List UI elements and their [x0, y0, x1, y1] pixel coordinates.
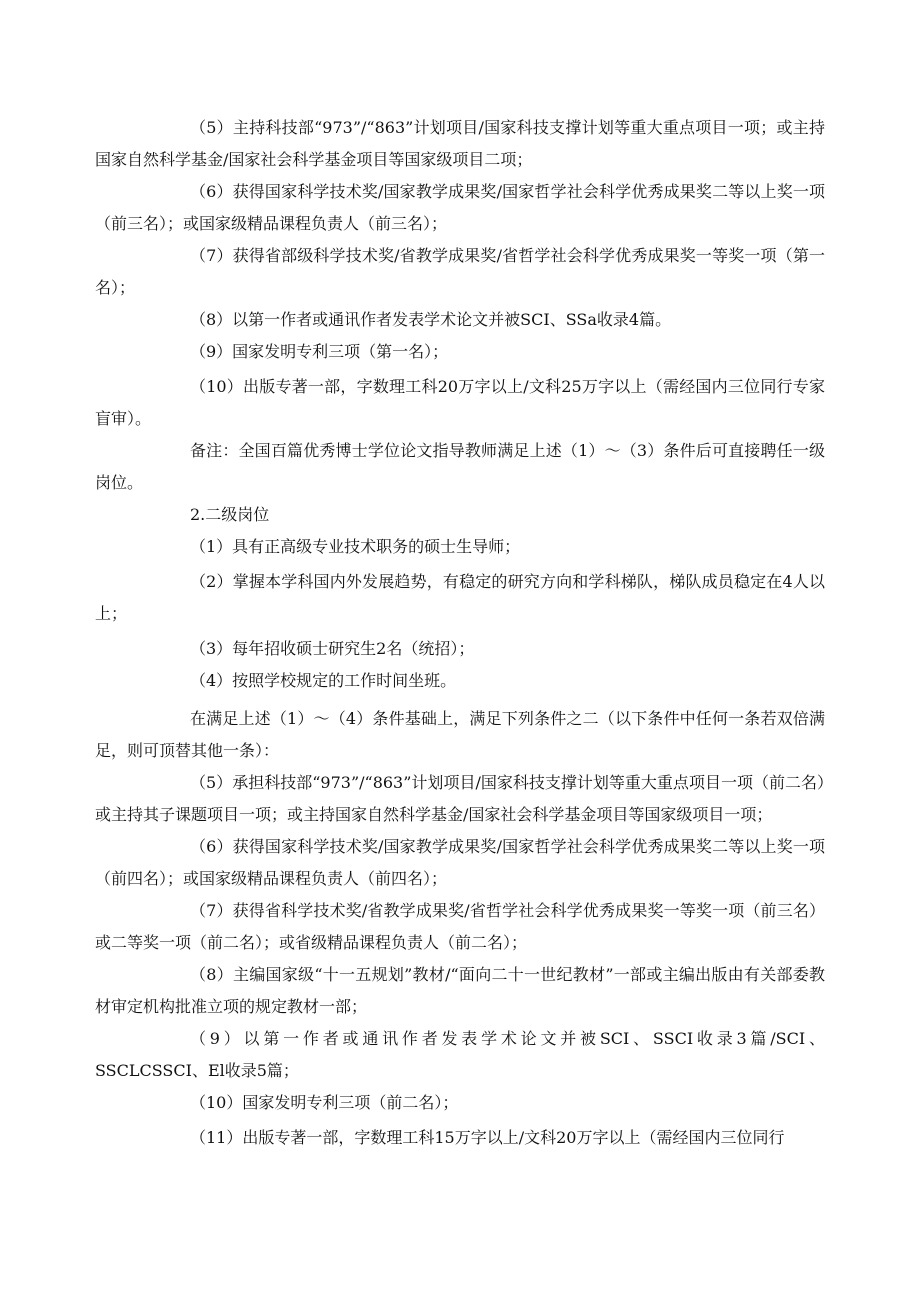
paragraph-condition-8: （8）主编国家级“十一五规划”教材/“面向二十一世纪教材”一部或主编出版由有关部委教材审定机构批准立项的规定教材一部； — [95, 965, 825, 1016]
paragraph-patents-9: （9）国家发明专利三项（第一名）； — [190, 342, 449, 361]
section-heading-level-2-post: 2.二级岗位 — [190, 505, 270, 524]
paragraph-provincial-award-7: （7）获得省部级科学技术奖/省教学成果奖/省哲学社会科学优秀成果奖一等奖一项（第一名）； — [95, 246, 825, 297]
paragraph-condition-7: （7）获得省科学技术奖/省教学成果奖/省哲学社会科学优秀成果奖一等奖一项（前三名）或二等奖一项（前二名）；或省级精品课程负责人（前二名）； — [95, 901, 825, 952]
paragraph-papers-8: （8）以第一作者或通讯作者发表学术论文并被SCI、SSa收录4篇。 — [190, 310, 672, 329]
paragraph-condition-11: （11）出版专著一部，字数理工科15万字以上/文科20万字以上（需经国内三位同行 — [190, 1128, 785, 1147]
paragraph-condition-5: （5）承担科技部“973”/“863”计划项目/国家科技支撑计划等重大重点项目一项（前二名）或主持其子课题项目一项；或主持国家自然科学基金/国家社会科学基金项目等国家级项目一项； — [95, 773, 825, 824]
paragraph-requirement-2: （2）掌握本学科国内外发展趋势，有稳定的研究方向和学科梯队，梯队成员稳定在4人以上； — [95, 572, 825, 623]
paragraph-requirement-1: （1）具有正高级专业技术职务的硕士生导师； — [190, 537, 521, 556]
paragraph-requirement-4: （4）按照学校规定的工作时间坐班。 — [190, 671, 457, 690]
paragraph-conditions-intro: 在满足上述（1）～（4）条件基础上，满足下列条件之二（以下条件中任何一条若双倍满足，则可顶替其他一条）： — [95, 709, 825, 760]
paragraph-condition-9: （9）以第一作者或通讯作者发表学术论文并被SCI、SSCI收录3篇/SCI、SSCLCSSCI、El收录5篇； — [95, 1029, 825, 1080]
paragraph-condition-6: （6）获得国家科学技术奖/国家教学成果奖/国家哲学社会科学优秀成果奖二等以上奖一项（前四名）；或国家级精品课程负责人（前四名）； — [95, 837, 825, 888]
paragraph-host-major-project-5: （5）主持科技部“973”/“863”计划项目/国家科技支撑计划等重大重点项目一项；或主持国家自然科学基金/国家社会科学基金项目等国家级项目二项； — [95, 118, 825, 169]
paragraph-condition-10: （10）国家发明专利三项（前二名）； — [190, 1093, 459, 1112]
paragraph-remark: 备注：全国百篇优秀博士学位论文指导教师满足上述（1）～（3）条件后可直接聘任一级岗位。 — [95, 441, 825, 492]
paragraph-monograph-10: （10）出版专著一部，字数理工科20万字以上/文科25万字以上（需经国内三位同行专家盲审）。 — [95, 377, 825, 428]
paragraph-requirement-3: （3）每年招收硕士研究生2名（统招）； — [190, 639, 475, 658]
paragraph-national-award-6: （6）获得国家科学技术奖/国家教学成果奖/国家哲学社会科学优秀成果奖二等以上奖一项（前三名）；或国家级精品课程负责人（前三名）； — [95, 182, 825, 233]
